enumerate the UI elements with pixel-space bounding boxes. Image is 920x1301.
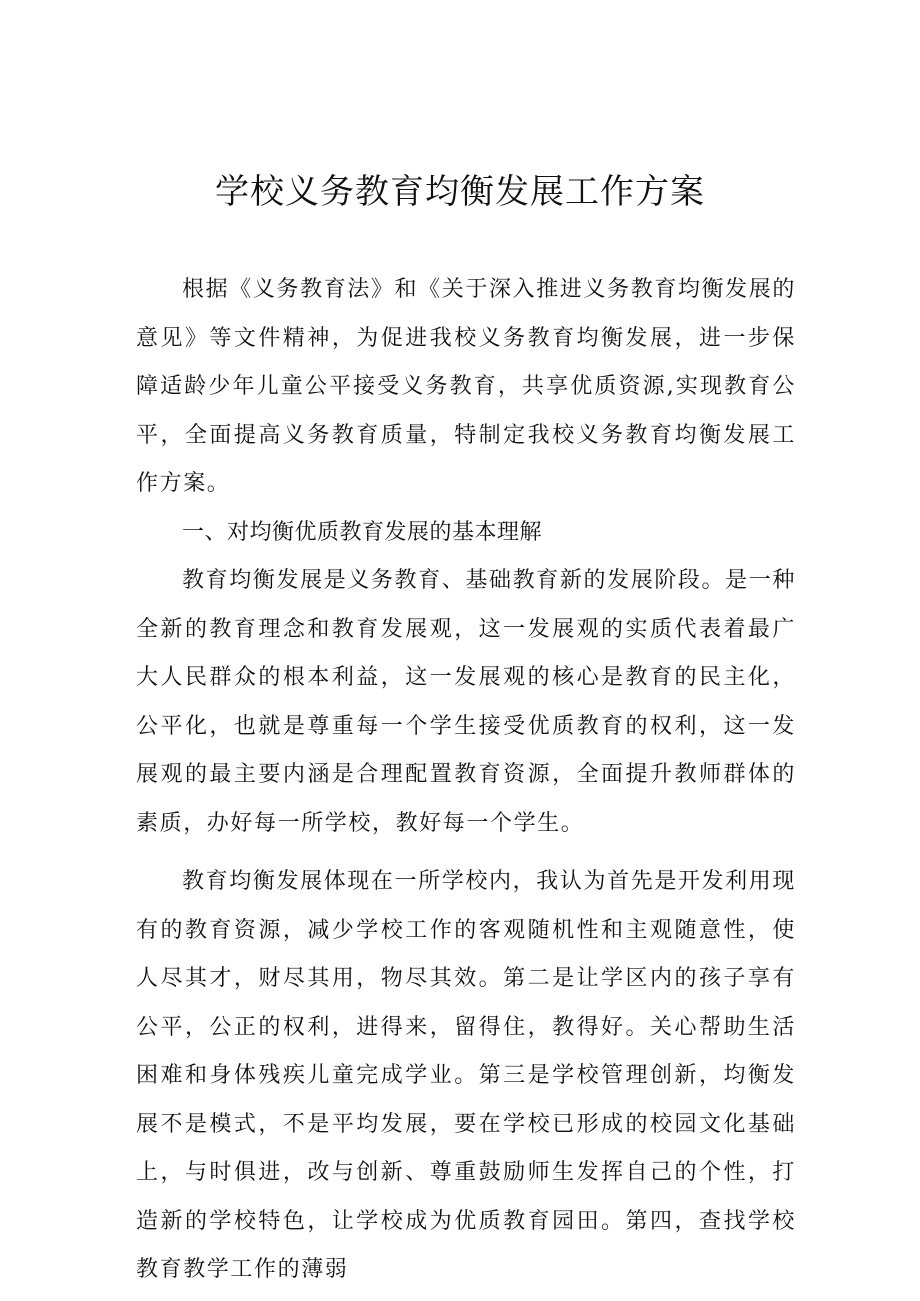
section1-paragraph-1: 教育均衡发展是义务教育、基础教育新的发展阶段。是一种全新的教育理念和教育发展观，这一发展观的实质代表着最广大人民群众的根本利益，这一发展观的核心是教育的民主化，公平化，也就是尊重每一个学生接受优质教育的权利，这一发展观的最主要内涵是合理配置教育资源，全面提升教师群体的素质，办好每一所学校，教好每一个学生。 bbox=[136, 568, 796, 836]
document-title: 学校义务教育均衡发展工作方案 bbox=[215, 172, 705, 212]
section1-paragraph-2: 教育均衡发展体现在一所学校内，我认为首先是开发利用现有的教育资源，减少学校工作的客观随机性和主观随意性，使人尽其才，财尽其用，物尽其效。第二是让学区内的孩子享有公平，公正的权利，进得来，留得住，教得好。关心帮助生活困难和身体残疾儿童完成学业。第三是学校管理创新，均衡发展不是模式，不是平均发展，要在学校已形成的校园文化基础上，与时俱进，改与创新、尊重鼓励师生发挥自己的个性，打造新的学校特色，让学校成为优质教育园田。第四，查找学校教育教学工作的薄弱 bbox=[136, 869, 796, 1282]
intro-paragraph: 根据《义务教育法》和《关于深入推进义务教育均衡发展的意见》等文件精神，为促进我校义务教育均衡发展，进一步保障适龄少年儿童公平接受义务教育，共享优质资源,实现教育公平，全面提高义务教育质量，特制定我校义务教育均衡发展工作方案。 bbox=[136, 277, 796, 496]
section-heading-1: 一、对均衡优质教育发展的基本理解 bbox=[182, 519, 543, 545]
document-body bbox=[136, 266, 796, 1295]
